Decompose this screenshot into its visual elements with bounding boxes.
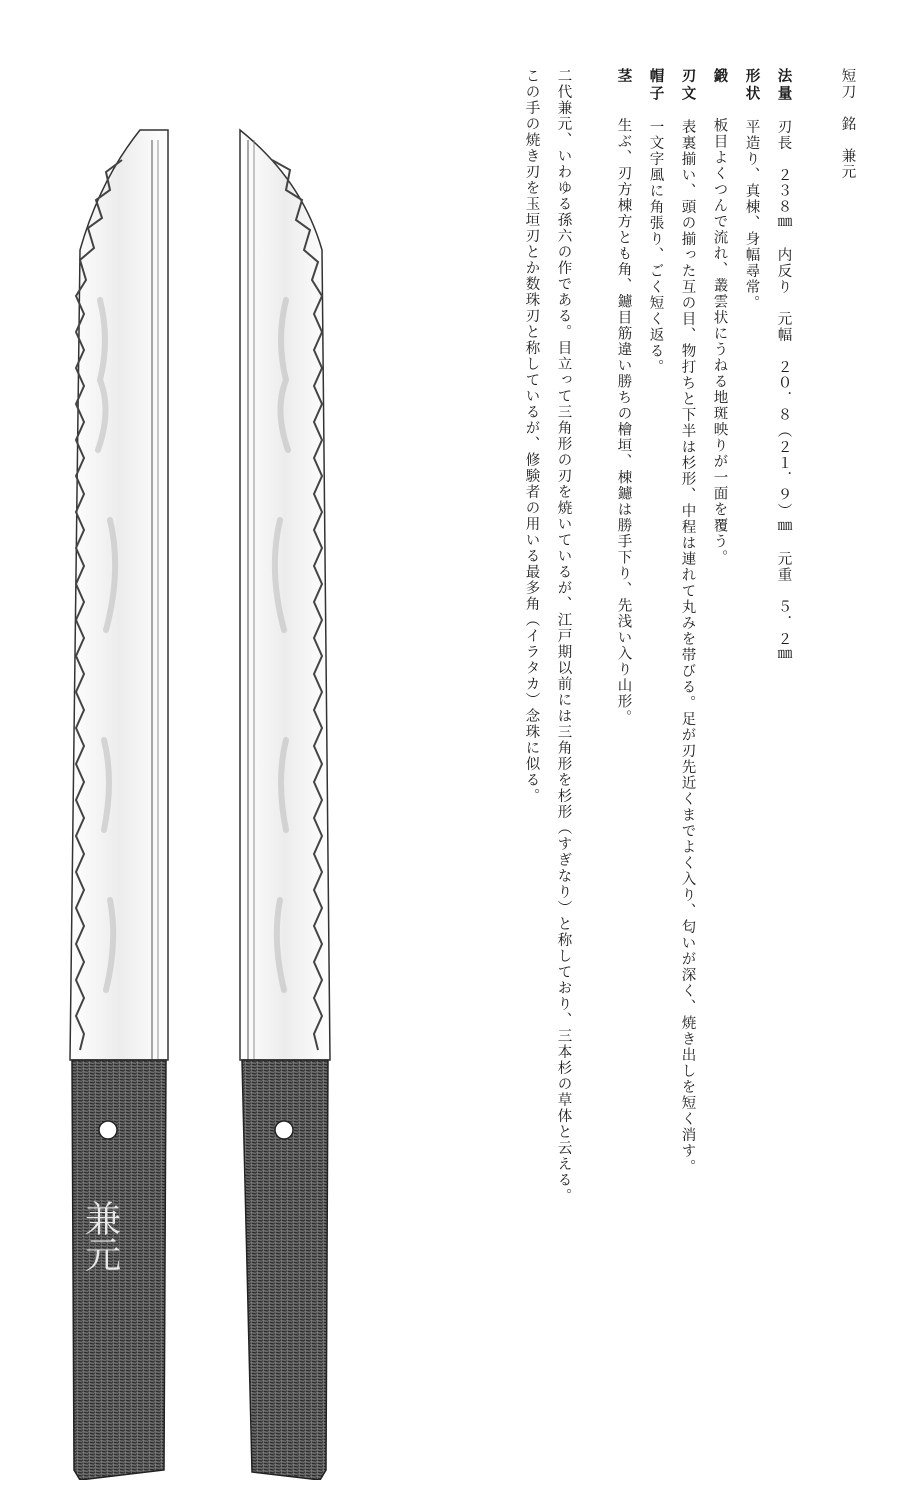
spec-row-shape [744,68,759,311]
spec-label: 茎 [615,68,632,86]
spec-label: 刃文 [679,68,696,103]
tang-signature: 兼元 [79,1200,121,1272]
mekugi-hole [275,1121,293,1139]
blade-omote [70,130,168,1480]
blade-ura [240,130,330,1480]
oshigata-illustration [40,100,360,1480]
spec-value: 生ぶ、刃方棟方とも角、鑢目筋違い勝ちの檜垣、棟鑢は勝手下り、先浅い入り山形。 [615,117,632,726]
blade-outline [70,130,168,1060]
mekugi-hole [99,1121,117,1139]
spec-value: 一文字風に角張り、ごく短く返る。 [647,119,664,375]
spec-label: 鍛 [711,68,728,86]
document-title: 短刀 銘 兼元 [839,68,856,180]
spec-value: 平造り、真棟、身幅尋常。 [743,119,760,311]
commentary-line-2: この手の焼き刃を玉垣刃とか数珠刃と称しているが、修験者の用いる最多角（イラタカ）念珠に似る。 [523,68,540,804]
spec-row-boshi [648,68,663,375]
commentary-line-1: 二代兼元、いわゆる孫六の作である。目立って三角形の刃を焼いているが、江戸期以前には三角形を杉形（すぎなり）と称しており、三本杉の草体と云える。 [555,68,572,1204]
spec-row-nakago [616,68,631,726]
spec-row-hamon [680,68,695,1175]
spec-value: 刃長 ２３８㎜ 内反り 元幅 ２０．８（２１．９）㎜ 元重 ５．２㎜ [775,119,792,663]
spec-label: 形状 [743,68,760,103]
spec-row-forging [712,68,727,566]
spec-value: 板目よくつんで流れ、叢雲状にうねる地斑映りが一面を覆う。 [711,117,728,566]
spec-label: 帽子 [647,68,664,103]
spec-value: 表裏揃い、頭の揃った互の目、物打ちと下半は杉形、中程は連れて丸みを帯びる。足が刃先近くまでよく入り、匂いが深く、焼き出しを短く消す。 [679,119,696,1175]
spec-label: 法量 [775,68,792,103]
spec-row-dimensions [776,68,791,663]
